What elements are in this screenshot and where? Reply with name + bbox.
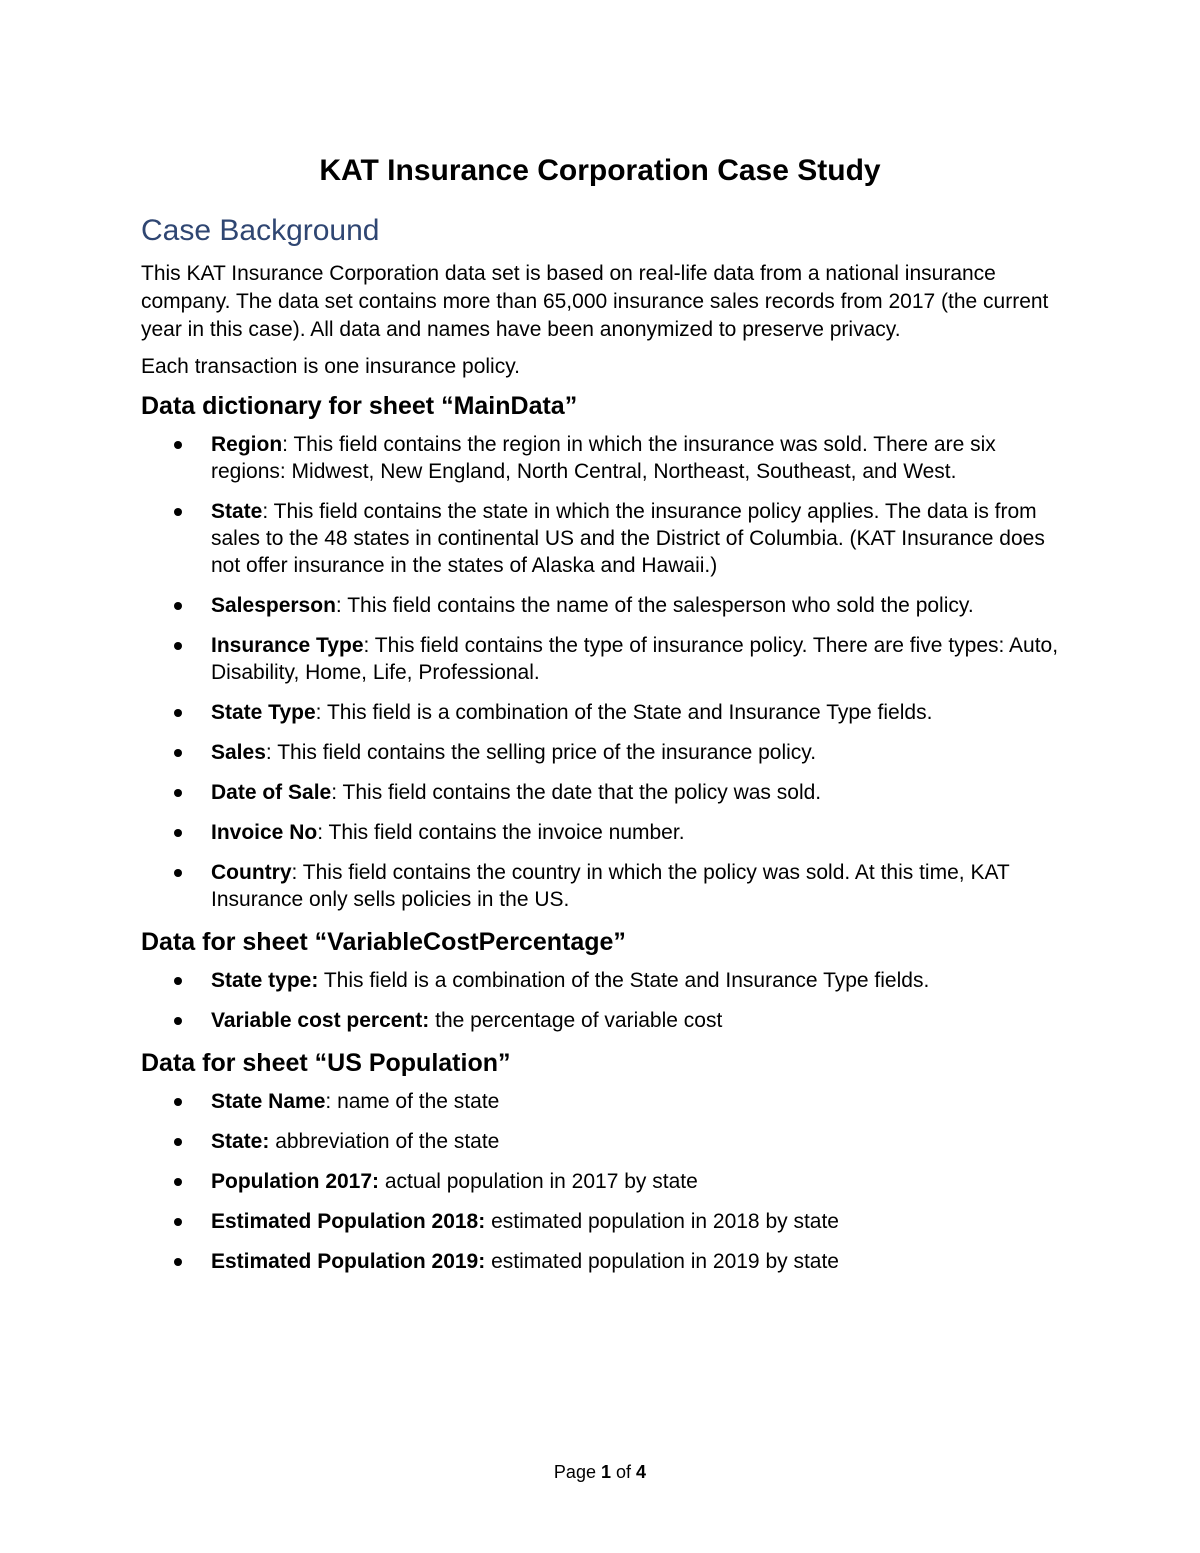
intro-paragraph: This KAT Insurance Corporation data set is based on real-life data from a national insurance company. The data set contains more than 65,000 insurance sales records from 2017 (the current year in this case). All data and names have been anonymized to preserve privacy. <box>141 262 1049 341</box>
page-footer <box>0 1460 1200 1484</box>
maindata-heading: Data dictionary for sheet “MainData” <box>141 392 578 420</box>
page-total: 4 <box>636 1462 647 1482</box>
field-term: Salesperson <box>211 594 336 617</box>
bullet-icon <box>174 1178 182 1186</box>
bullet-icon <box>174 642 182 650</box>
field-description: This field contains the invoice number. <box>328 821 685 844</box>
bullet-icon <box>174 508 182 516</box>
list-item <box>141 632 1071 686</box>
list-item <box>141 819 1071 846</box>
field-description: This field is a combination of the State and Insurance Type fields. <box>323 969 930 992</box>
list-item <box>141 1168 1071 1195</box>
field-description: name of the state <box>337 1090 500 1113</box>
field-description: This field contains the name of the salesperson who sold the policy. <box>347 594 974 617</box>
field-description: This field contains the selling price of the insurance policy. <box>277 741 817 764</box>
field-description: This field contains the region in which the insurance was sold. There are six regions: Midwest, New England, North Central, Northeast, Southeast, and West. <box>211 433 996 483</box>
bullet-icon <box>174 1138 182 1146</box>
intro-paragraph: Each transaction is one insurance policy. <box>141 355 520 378</box>
term-separator: : <box>317 821 329 844</box>
list-item <box>141 739 1071 766</box>
variable-cost-field-list <box>141 967 1071 1034</box>
bullet-icon <box>174 789 182 797</box>
list-item <box>141 498 1071 579</box>
field-description: This field contains the type of insurance policy. There are five types: Auto, Disability, Home, Life, Professional. <box>211 634 1059 684</box>
list-item <box>141 779 1071 806</box>
field-description: the percentage of variable cost <box>435 1009 723 1032</box>
document-body <box>141 260 1071 1288</box>
bullet-icon <box>174 1218 182 1226</box>
bullet-icon <box>174 829 182 837</box>
bullet-icon <box>174 441 182 449</box>
maindata-field-list <box>141 431 1071 913</box>
field-term: Country <box>211 861 292 884</box>
field-term: Estimated Population 2019: <box>211 1250 486 1273</box>
field-description: This field contains the date that the policy was sold. <box>342 781 822 804</box>
list-item <box>141 1088 1071 1115</box>
term-separator: : <box>363 634 375 657</box>
list-item <box>141 859 1071 913</box>
field-term: Region <box>211 433 283 456</box>
variable-cost-heading: Data for sheet “VariableCostPercentage” <box>141 928 626 956</box>
field-description: estimated population in 2019 by state <box>491 1250 839 1273</box>
field-term: State Name <box>211 1090 326 1113</box>
case-background-heading: Case Background <box>141 214 380 247</box>
field-term: Sales <box>211 741 266 764</box>
document-title: KAT Insurance Corporation Case Study <box>319 154 881 187</box>
field-term: State type: <box>211 969 319 992</box>
list-item <box>141 431 1071 485</box>
list-item <box>141 1128 1071 1155</box>
field-term: State Type <box>211 701 316 724</box>
list-item <box>141 1248 1071 1275</box>
us-population-heading: Data for sheet “US Population” <box>141 1049 511 1077</box>
bullet-icon <box>174 709 182 717</box>
bullet-icon <box>174 1098 182 1106</box>
field-term: Invoice No <box>211 821 318 844</box>
term-separator: : <box>282 433 294 456</box>
of-label: of <box>616 1462 632 1482</box>
bullet-icon <box>174 1017 182 1025</box>
field-term: Date of Sale <box>211 781 332 804</box>
field-term: State: <box>211 1130 270 1153</box>
term-separator: : <box>335 594 348 617</box>
term-separator: : <box>262 500 274 523</box>
field-description: This field is a combination of the State and Insurance Type fields. <box>326 701 933 724</box>
term-separator: : <box>291 861 303 884</box>
list-item <box>141 967 1071 994</box>
list-item <box>141 699 1071 726</box>
bullet-icon <box>174 602 182 610</box>
list-item <box>141 1208 1071 1235</box>
term-separator: : <box>265 741 278 764</box>
field-description: This field contains the country in which the policy was sold. At this time, KAT Insurance only sells policies in the US. <box>211 861 1010 911</box>
bullet-icon <box>174 749 182 757</box>
field-description: abbreviation of the state <box>275 1130 500 1153</box>
page-current: 1 <box>600 1462 611 1482</box>
field-term: Variable cost percent: <box>211 1009 430 1032</box>
field-term: Insurance Type <box>211 634 364 657</box>
page-label: Page <box>553 1462 596 1482</box>
term-separator: : <box>325 1090 338 1113</box>
field-term: Population 2017: <box>211 1170 380 1193</box>
bullet-icon <box>174 869 182 877</box>
term-separator: : <box>315 701 327 724</box>
term-separator: : <box>331 781 343 804</box>
bullet-icon <box>174 1258 182 1266</box>
field-description: estimated population in 2018 by state <box>491 1210 839 1233</box>
field-term: State <box>211 500 263 523</box>
us-population-field-list <box>141 1088 1071 1275</box>
field-term: Estimated Population 2018: <box>211 1210 486 1233</box>
field-description: This field contains the state in which the insurance policy applies. The data is from sales to the 48 states in continental US and the District of Columbia. (KAT Insurance does not offer insurance in the states of Alaska and Hawaii.) <box>211 500 1045 577</box>
list-item <box>141 1007 1071 1034</box>
bullet-icon <box>174 977 182 985</box>
field-description: actual population in 2017 by state <box>384 1170 698 1193</box>
list-item <box>141 592 1071 619</box>
